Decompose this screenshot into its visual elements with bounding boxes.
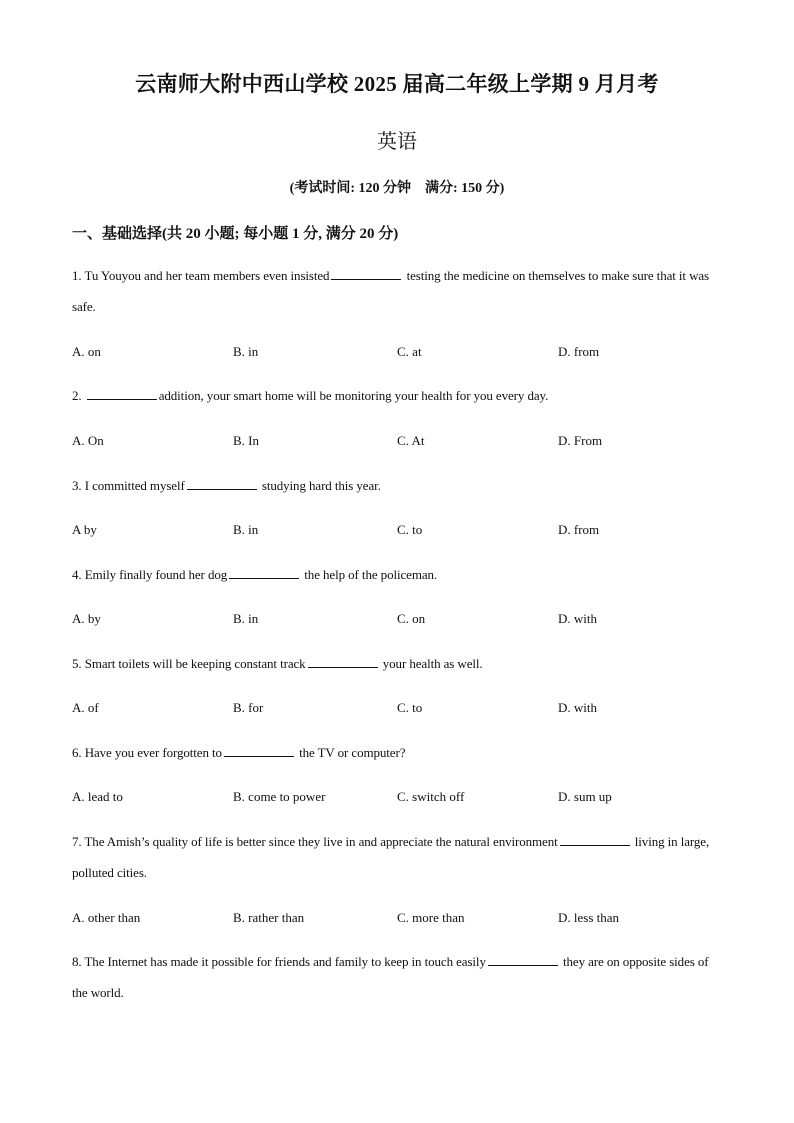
option-c: C. at bbox=[397, 344, 422, 359]
option-a: A by bbox=[72, 522, 97, 537]
question-text-after: studying hard this year. bbox=[258, 478, 381, 493]
option-a: A. On bbox=[72, 433, 104, 448]
option-b: B. for bbox=[233, 700, 264, 715]
answer-blank bbox=[187, 477, 257, 490]
option-a: A. by bbox=[72, 611, 101, 626]
option-d: D. From bbox=[558, 433, 603, 448]
question-text-before: 7. The Amish’s quality of life is better since they live in and appreciate the natural environment bbox=[72, 834, 558, 849]
options-2 bbox=[72, 433, 722, 453]
question-text-before: 3. I committed myself bbox=[72, 478, 185, 493]
option-d: D. less than bbox=[558, 910, 620, 925]
option-a: A. lead to bbox=[72, 789, 123, 804]
question-text-after: testing the medicine on themselves to make sure that it was safe. bbox=[72, 268, 710, 314]
question-text-after: addition, your smart home will be monitoring your health for you every day. bbox=[158, 388, 549, 403]
question-3 bbox=[72, 470, 722, 501]
options-5 bbox=[72, 700, 722, 720]
question-text-before: 6. Have you ever forgotten to bbox=[72, 745, 222, 760]
question-text-after: living in large, polluted cities. bbox=[72, 834, 710, 880]
question-2 bbox=[72, 380, 722, 411]
question-4 bbox=[72, 559, 722, 590]
option-c: C. more than bbox=[397, 910, 465, 925]
question-5 bbox=[72, 648, 722, 679]
question-8 bbox=[72, 946, 722, 1008]
option-c: C. to bbox=[397, 700, 423, 715]
answer-blank bbox=[488, 953, 558, 966]
question-text-after: the TV or computer? bbox=[295, 745, 406, 760]
option-b: B. in bbox=[233, 611, 259, 626]
answer-blank bbox=[560, 833, 630, 846]
question-text-before: 5. Smart toilets will be keeping constant track bbox=[72, 656, 306, 671]
option-b: B. come to power bbox=[233, 789, 326, 804]
question-text-before: 2. bbox=[72, 388, 85, 403]
answer-blank bbox=[229, 566, 299, 579]
option-a: A. of bbox=[72, 700, 99, 715]
question-text-before: 4. Emily finally found her dog bbox=[72, 567, 228, 582]
option-c: C. switch off bbox=[397, 789, 465, 804]
question-text-after: your health as well. bbox=[379, 656, 483, 671]
answer-blank bbox=[224, 744, 294, 757]
options-4 bbox=[72, 611, 722, 631]
answer-blank bbox=[308, 655, 378, 668]
exam-info: (考试时间: 120 分钟 满分: 150 分) bbox=[289, 181, 505, 196]
subject-title: 英语 bbox=[377, 131, 417, 153]
options-6 bbox=[72, 789, 722, 809]
option-b: B. in bbox=[233, 344, 259, 359]
option-c: C. to bbox=[397, 522, 423, 537]
section-heading: 一、基础选择(共 20 小题; 每小题 1 分, 满分 20 分) bbox=[72, 226, 399, 242]
option-d: D. sum up bbox=[558, 789, 612, 804]
question-6 bbox=[72, 737, 722, 768]
option-a: A. other than bbox=[72, 910, 141, 925]
option-c: C. At bbox=[397, 433, 425, 448]
option-b: B. rather than bbox=[233, 910, 305, 925]
options-3 bbox=[72, 522, 722, 542]
option-a: A. on bbox=[72, 344, 101, 359]
question-text-after: they are on opposite sides of the world. bbox=[72, 954, 709, 1000]
question-7 bbox=[72, 826, 722, 888]
question-text-before: 1. Tu Youyou and her team members even insisted bbox=[72, 268, 330, 283]
answer-blank bbox=[331, 267, 401, 280]
option-d: D. with bbox=[558, 700, 597, 715]
option-d: D. from bbox=[558, 522, 600, 537]
exam-title: 云南师大附中西山学校 2025 届高二年级上学期 9 月月考 bbox=[135, 72, 659, 96]
options-7 bbox=[72, 910, 722, 930]
answer-blank bbox=[87, 387, 157, 400]
question-1 bbox=[72, 260, 722, 322]
options-1 bbox=[72, 344, 722, 364]
question-text-before: 8. The Internet has made it possible for friends and family to keep in touch easily bbox=[72, 954, 486, 969]
option-b: B. in bbox=[233, 522, 259, 537]
option-c: C. on bbox=[397, 611, 426, 626]
option-d: D. with bbox=[558, 611, 597, 626]
option-d: D. from bbox=[558, 344, 600, 359]
option-b: B. In bbox=[233, 433, 259, 448]
question-text-after: the help of the policeman. bbox=[301, 567, 438, 582]
